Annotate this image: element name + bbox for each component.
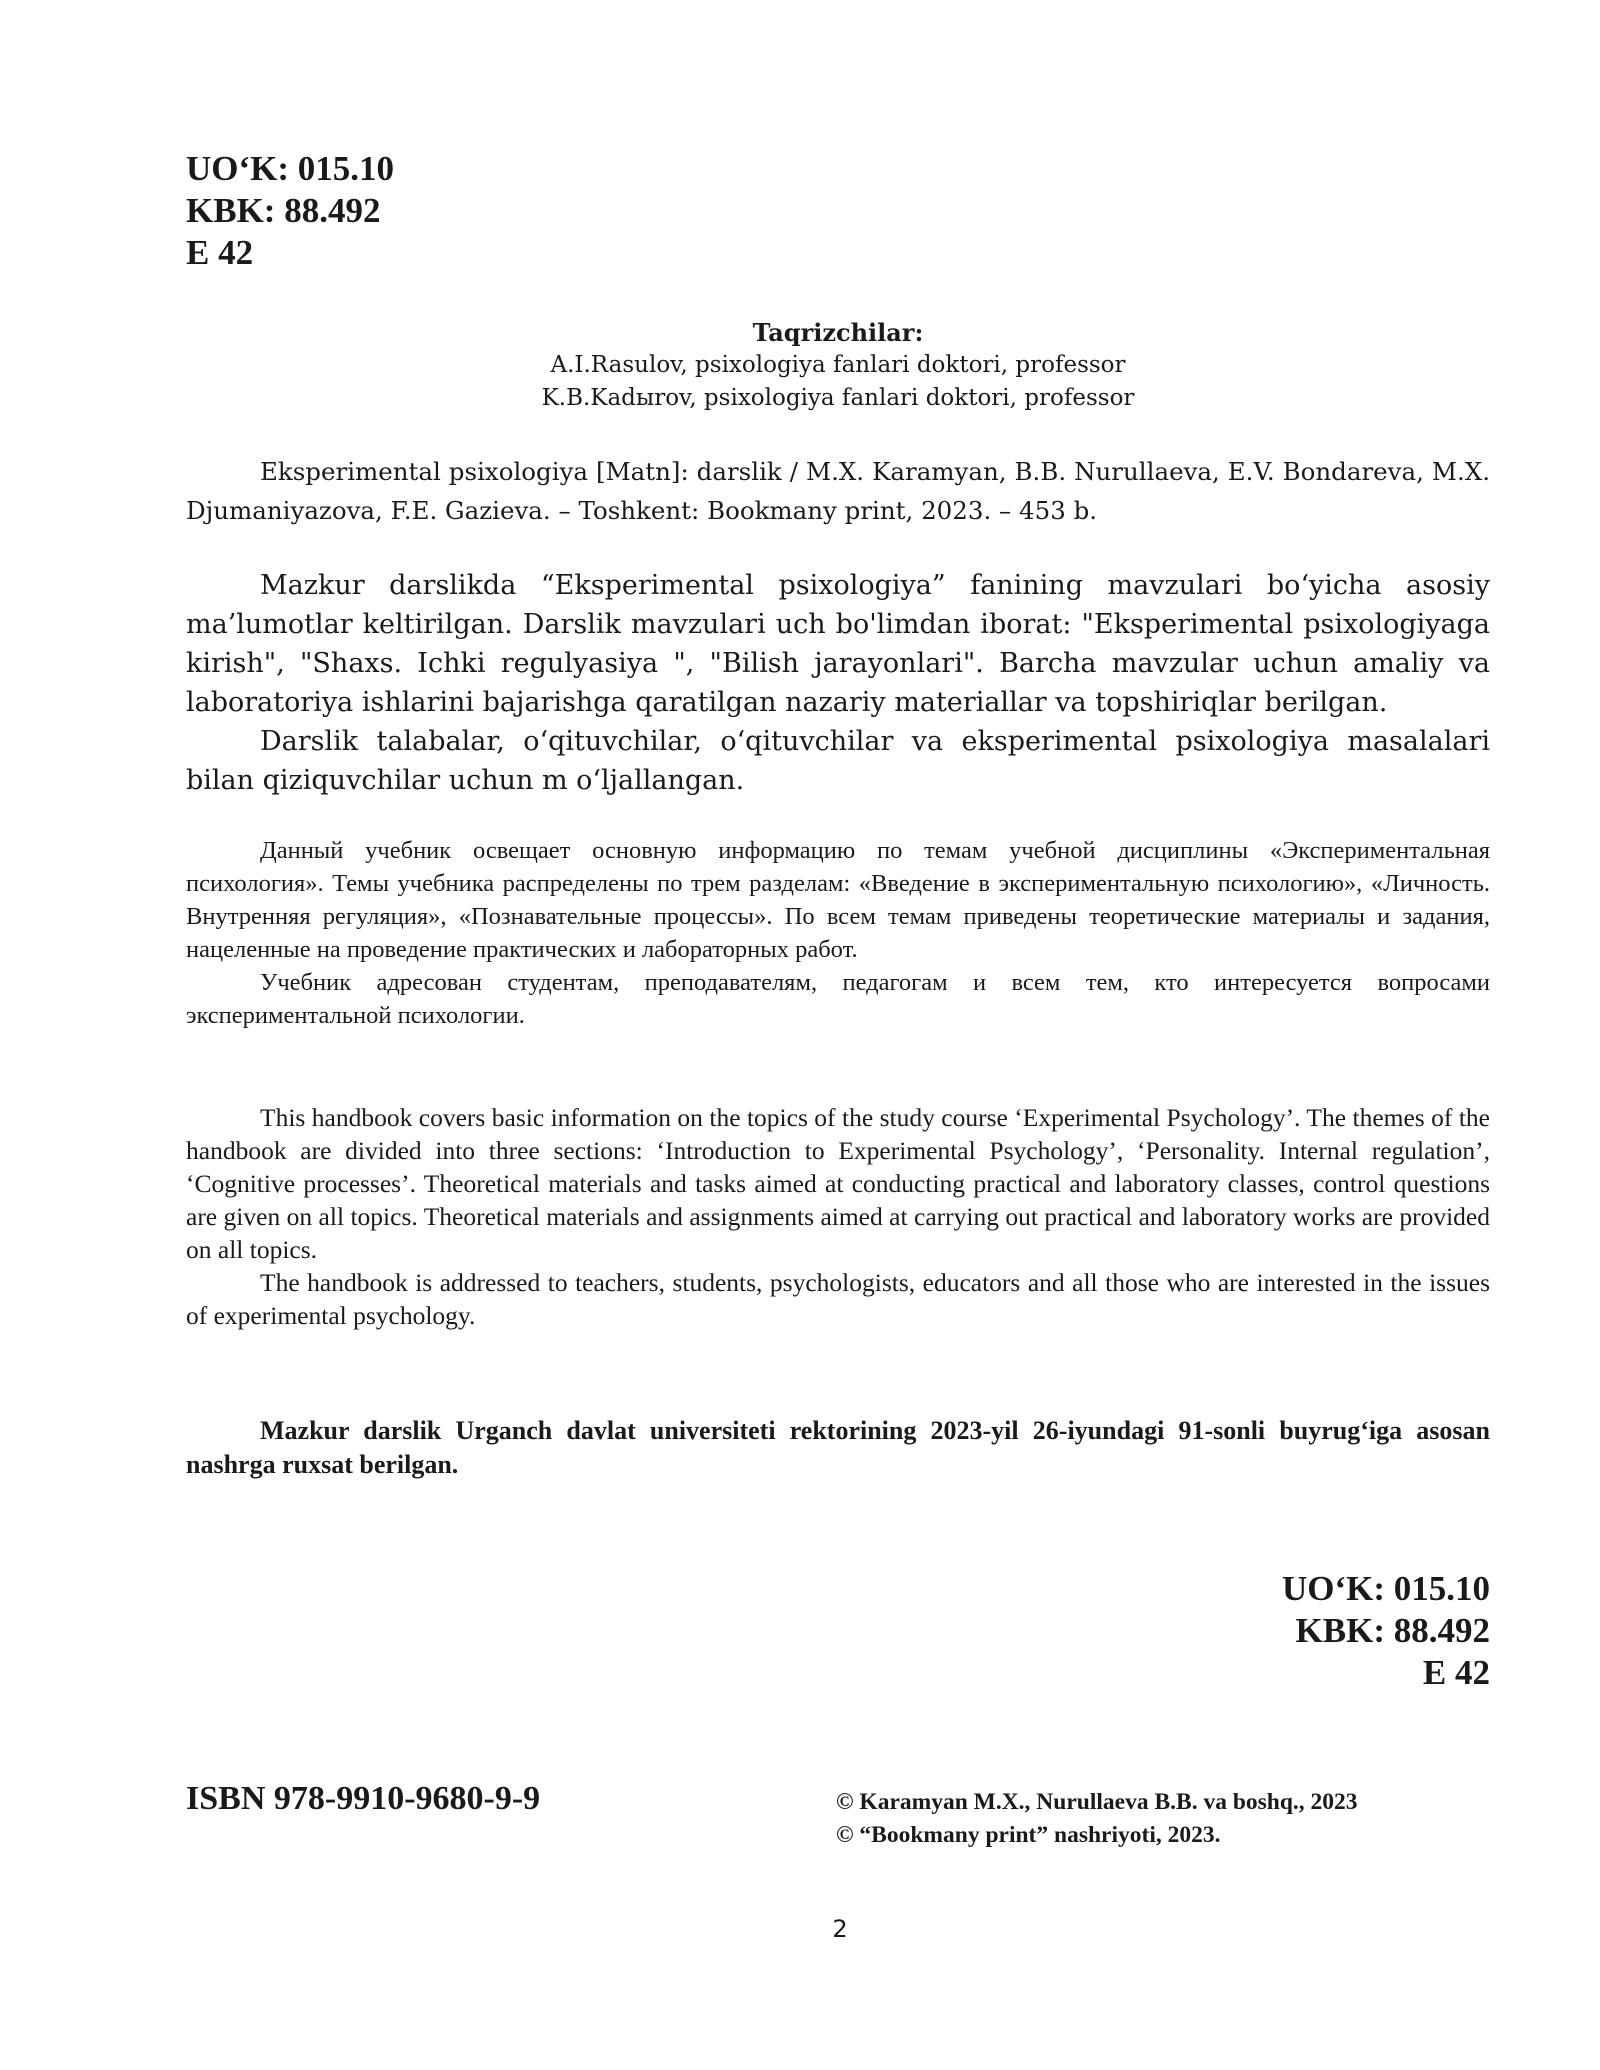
bibliographic-text: Eksperimental psixologiya [Matn]: darslik / M.X. Karamyan, B.B. Nurullaeva, E.V. Bondareva, M.X. Djumaniyazova, F.E. Gazieva. – Toshkent: Bookmany print, 2023. – 453 b. — [186, 457, 1490, 525]
classification-codes-top — [186, 148, 394, 274]
annotation-en-paragraph-2: The handbook is addressed to teachers, students, psychologists, educators and all those who are interested in the issues of experimental psychology. — [186, 1268, 1490, 1330]
publication-approval — [186, 1414, 1490, 1482]
reviewer-1: A.I.Rasulov, psixologiya fanlari doktori, professor — [550, 352, 1126, 378]
copyright-authors: © Karamyan M.X., Nurullaeva B.B. va boshq., 2023 — [836, 1789, 1358, 1815]
isbn-number: ISBN 978-9910-9680-9-9 — [186, 1780, 541, 1817]
kbk-code: KBK: 88.492 — [186, 191, 381, 230]
annotation-uz-paragraph-2: Darslik talabalar, o‘qituvchilar, o‘qituvchilar va eksperimental psixologiya masalalari bilan qiziquvchilar uchun m o‘ljallangan. — [186, 726, 1490, 796]
classification-codes-bottom — [1282, 1568, 1490, 1694]
annotation-uzbek — [186, 566, 1490, 800]
author-mark: E 42 — [186, 233, 254, 272]
annotation-ru-paragraph-1: Данный учебник освещает основную информацию по темам учебной дисциплины «Экспериментальная психология». Темы учебника распределены по трем разделам: «Введение в экспериментальную психологию», «Личность. Внутренняя регуляция», «Познавательные процессы». По всем темам приведены теоретические материалы и задания, нацеленные на проведение практических и лабораторных работ. — [186, 837, 1490, 963]
page-number: 2 — [832, 1915, 848, 1943]
uok-code-bottom: UO‘K: 015.10 — [1281, 1569, 1490, 1608]
bibliographic-record — [186, 452, 1490, 530]
annotation-ru-paragraph-2: Учебник адресован студентам, преподавателям, педагогам и всем тем, кто интересуется вопросами экспериментальной психологии. — [186, 969, 1490, 1029]
copyright-publisher: © “Bookmany print” nashriyoti, 2023. — [836, 1822, 1221, 1848]
copyright-block — [836, 1786, 1358, 1852]
kbk-code-bottom: KBK: 88.492 — [1295, 1611, 1490, 1650]
reviewers-block — [186, 316, 1490, 415]
reviewers-heading: Taqrizchilar: — [752, 318, 924, 347]
reviewer-2: K.B.Kadыrov, psixologiya fanlari doktori, professor — [541, 385, 1135, 411]
annotation-en-paragraph-1: This handbook covers basic information on the topics of the study course ‘Experimental Psychology’. The themes of the handbook are divided into three sections: ‘Introduction to Experimental Psychology’, ‘Personality. Internal regulation’, ‘Cognitive processes’. Theoretical materials and tasks aimed at conducting practical and laboratory classes, control questions are given on all topics. Theoretical materials and assignments aimed at carrying out practical and laboratory works are provided on all topics. — [186, 1103, 1490, 1264]
author-mark-bottom: E 42 — [1422, 1653, 1490, 1692]
uok-code: UO‘K: 015.10 — [186, 149, 395, 188]
annotation-uz-paragraph-1: Mazkur darslikda “Eksperimental psixologiya” fanining mavzulari bo‘yicha asosiy ma’lumotlar keltirilgan. Darslik mavzulari uch bo'limdan iborat: "Eksperimental psixologiyaga kirish", "Shaxs. Ichki regulyasiya ", "Bilish jarayonlari". Barcha mavzular uchun amaliy va laboratoriya ishlarini bajarishga qaratilgan nazariy materiallar va topshiriqlar berilgan. — [186, 570, 1490, 718]
approval-text: Mazkur darslik Urganch davlat universiteti rektorining 2023-yil 26-iyundagi 91-sonli buyrug‘iga asosan nashrga ruxsat berilgan. — [186, 1416, 1490, 1479]
annotation-english — [186, 1101, 1490, 1332]
annotation-russian — [186, 834, 1490, 1032]
